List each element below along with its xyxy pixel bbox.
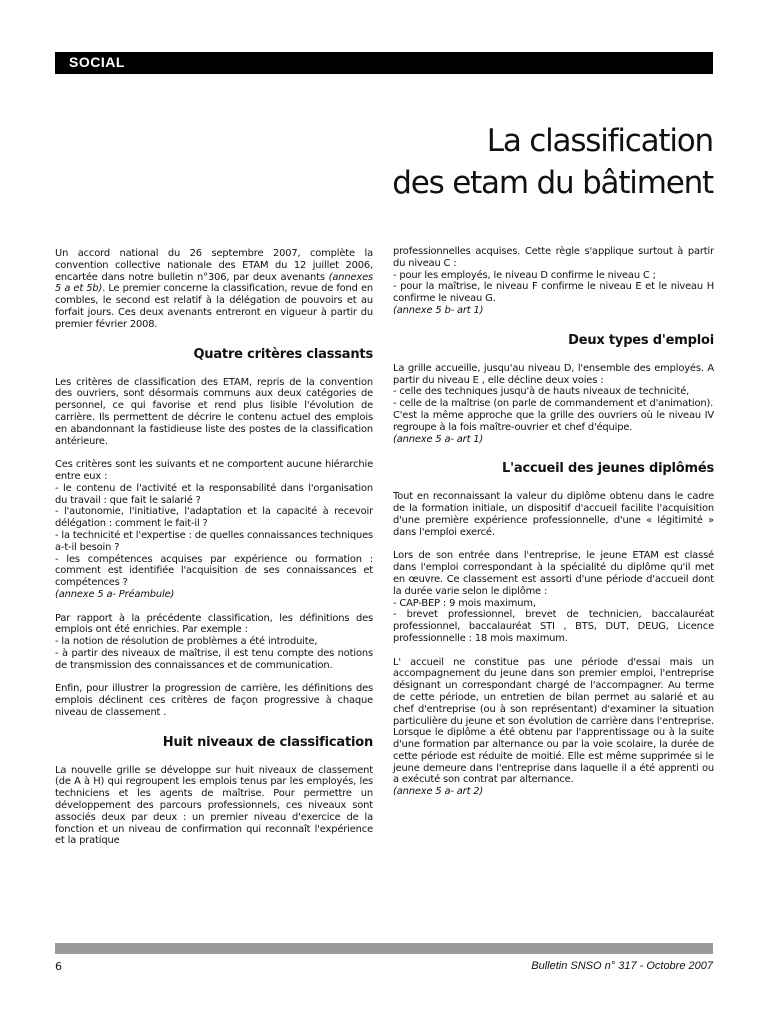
levels-continued-intro: professionnelles acquises. Cette règle s'applique surtout à partir du niveau C : xyxy=(393,246,714,269)
entry-paragraph xyxy=(393,550,714,644)
title-line-2: des etam du bâtiment xyxy=(392,165,713,201)
support-paragraph xyxy=(393,657,714,799)
bulletin-reference: Bulletin SNSO n° 317 - Octobre 2007 xyxy=(531,960,713,972)
criteria-item: - la technicité et l'expertise : de quelles connaissances techniques a-t-il besoin ? xyxy=(55,529,373,553)
title-line-1: La classification xyxy=(486,123,713,159)
footer-bar xyxy=(55,943,713,954)
types-item: - celle de la maîtrise (on parle de commandement et d'animation). xyxy=(393,398,714,410)
types-item: - celle des techniques jusqu'à de hauts niveaux de technicité, xyxy=(393,386,690,398)
definitions-item: - à partir des niveaux de maîtrise, il est tenu compte des notions de transmission des connaissances et de communication. xyxy=(55,647,373,671)
entry-item: - CAP-BEP : 9 mois maximum, xyxy=(393,597,536,609)
levels-item: - pour la maîtrise, le niveau F confirme le niveau E et le niveau H confirme le niveau G. xyxy=(393,281,714,305)
intro-text-rest: . Le premier concerne la classification, revue de fond en combles, le second est relatif à la délégation de pouvoirs et au forfait jours. Ces deux avenants entreront en vigueur à partir du premier février 2008. xyxy=(55,283,373,330)
left-column xyxy=(55,248,373,859)
support-text: L' accueil ne constitue pas une période d'essai mais un accompagnement du jeune dans son premier emploi, l'entreprise désignant un correspondant chargé de l'accompagner. Au terme de cette période, un entretien de bilan permet au salarié et au chef d'entreprise (ou à son représentant) d'examiner la situation particulière du jeune et son évolution de carrière dans l'entreprise. Lorsque le diplôme a été obtenu par l'apprentissage ou à la suite d'une formation par alternance ou par la voie scolaire, la durée de cette période est réduite de moitié. Elle est même supprimée si le jeune demeure dans l'entreprise dans laquelle il a été apprenti ou a exécuté son contrat par alternance. xyxy=(393,656,714,786)
progression-paragraph: Enfin, pour illustrer la progression de carrière, les définitions des emplois déclinent ces critères de façon progressive à chaque niveau de classement . xyxy=(55,683,373,718)
right-column xyxy=(393,246,714,810)
definitions-item: - la notion de résolution de problèmes a été introduite, xyxy=(55,636,318,648)
definitions-intro: Par rapport à la précédente classification, les définitions des emplois ont été enrichies. Par exemple : xyxy=(55,612,373,636)
types-intro: La grille accueille, jusqu'au niveau D, l'ensemble des employés. A partir du niveau E , elle décline deux voies : xyxy=(393,362,714,386)
heading-huit-niveaux: Huit niveaux de classification xyxy=(162,734,373,750)
criteria-list xyxy=(55,459,373,601)
criteria-item: - le contenu de l'activité et la responsabilité dans l'organisation du travail : que fait le salarié ? xyxy=(55,482,373,506)
criteria-item: - les compétences acquises par expérience ou formation : comment est identifiée l'acquisition de ses connaissances et compétences ? xyxy=(55,553,373,589)
levels-continued xyxy=(393,246,714,317)
intro-text: Un accord national du 26 septembre 2007, complète la convention collective nationale des ETAM du 12 juillet 2006, encartée dans notre bulletin n°306, par deux avenants xyxy=(55,248,373,283)
levels-item: - pour les employés, le niveau D confirme le niveau C ; xyxy=(393,269,656,281)
accueil-paragraph: Tout en reconnaissant la valeur du diplôme obtenu dans le cadre de la formation initiale, un dispositif d'accueil facilite l'acquisition d'une première expérience professionnelle, d'une « légitimité » dans l'emploi exercé. xyxy=(393,491,714,538)
heading-quatre-criteres: Quatre critères classants xyxy=(193,346,373,362)
support-reference: (annexe 5 a- art 2) xyxy=(393,786,484,798)
types-reference: (annexe 5 a- art 1) xyxy=(393,433,484,445)
criteria-reference: (annexe 5 a- Préambule) xyxy=(55,588,175,600)
heading-accueil-jeunes: L'accueil des jeunes diplômés xyxy=(502,461,714,477)
section-label: SOCIAL xyxy=(69,54,125,70)
intro-paragraph xyxy=(55,248,373,331)
intro-reference: (annexes 5 a et 5b) xyxy=(55,271,373,295)
heading-deux-types: Deux types d'emploi xyxy=(568,332,714,348)
criteria-list-intro: Ces critères sont les suivants et ne comportent aucune hiérarchie entre eux : xyxy=(55,459,373,482)
criteria-paragraph: Les critères de classification des ETAM, repris de la convention des ouvriers, sont désormais communs aux deux catégories de personnel, ce qui favorise et rend plus lisible l'évolution de carrière. Ils permettent de décrire le contenu actuel des emplois en abandonnant la fastidieuse liste des postes de la classification antérieure. xyxy=(55,376,373,447)
definitions-list xyxy=(55,613,373,672)
page-number: 6 xyxy=(55,960,62,973)
levels-paragraph: La nouvelle grille se développe sur huit niveaux de classement (de A à H) qui regroupent les emplois tenus par les employés, les techniciens et les agents de maîtrise. Pour permettre un développement des parcours professionnels, ces niveaux sont associés deux par deux : un premier niveau d'exercice de la fonction et un niveau de confirmation qui reconnaît l'expérience et la pratique xyxy=(55,764,373,847)
types-paragraph xyxy=(393,363,714,446)
levels-reference: (annexe 5 b- art 1) xyxy=(393,304,484,316)
article-title xyxy=(392,120,713,204)
entry-item: - brevet professionnel, brevet de technicien, baccalauréat professionnel, baccalauréat STI , BTS, DUT, DEUG, Licence professionnelle : 18 mois maximum. xyxy=(393,609,714,644)
entry-intro: Lors de son entrée dans l'entreprise, le jeune ETAM est classé dans l'emploi correspondant à la spécialité du diplôme qu'il met en œuvre. Ce classement est assorti d'une période d'accueil dont la durée varie selon le diplôme : xyxy=(393,550,714,597)
types-item: C'est la même approche que la grille des ouvriers où le niveau IV regroupe à la fois maître-ouvrier et chef d'équipe. xyxy=(393,409,714,433)
section-header-bar xyxy=(55,52,713,74)
criteria-item: - l'autonomie, l'initiative, l'adaptation et la capacité à recevoir délégation : comment le fait-il ? xyxy=(55,506,373,530)
